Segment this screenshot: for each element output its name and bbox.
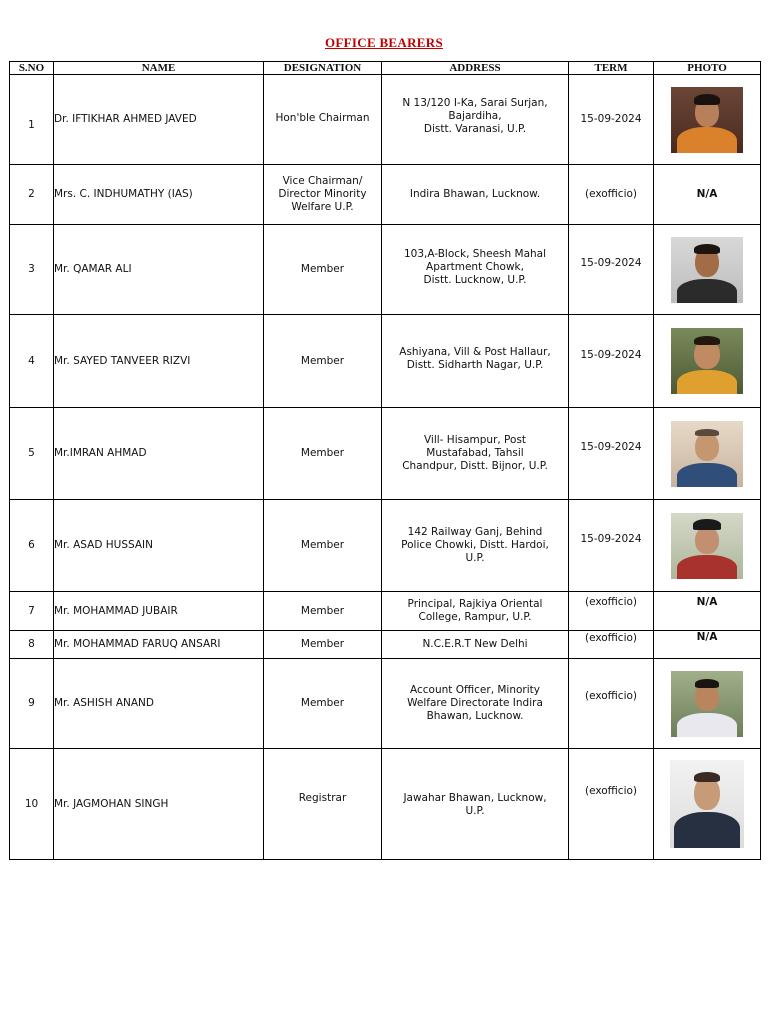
row-address	[382, 165, 569, 225]
header-photo: PHOTO	[654, 62, 761, 75]
table-header-row	[10, 62, 761, 75]
row-address	[382, 225, 569, 315]
designation-line: Welfare U.P.	[291, 201, 354, 213]
row-name: Mr. SAYED TANVEER RIZVI	[54, 315, 264, 408]
row-sno: 10	[10, 749, 54, 860]
header-name: NAME	[54, 62, 264, 75]
row-designation: Member	[264, 659, 382, 749]
row-sno: 4	[10, 315, 54, 408]
address-line: College, Rampur, U.P.	[418, 611, 532, 623]
row-term: 15-09-2024	[569, 408, 654, 500]
address-line: U.P.	[465, 552, 485, 564]
table-row	[10, 75, 761, 165]
table-row	[10, 500, 761, 592]
row-term: 15-09-2024	[569, 500, 654, 592]
table-row	[10, 631, 761, 659]
address-line: Vill- Hisampur, Post	[423, 434, 527, 446]
address-line: U.P.	[465, 805, 485, 817]
designation-line: Vice Chairman/	[282, 175, 363, 187]
row-term: 15-09-2024	[569, 75, 654, 165]
portrait-photo	[671, 237, 743, 303]
row-photo-na: N/A	[654, 592, 761, 631]
row-name: Dr. IFTIKHAR AHMED JAVED	[54, 75, 264, 165]
row-name: Mr. ASAD HUSSAIN	[54, 500, 264, 592]
address-line: Distt. Sidharth Nagar, U.P.	[406, 359, 544, 371]
row-sno: 3	[10, 225, 54, 315]
row-address	[382, 749, 569, 860]
address-line: Account Officer, Minority	[410, 684, 540, 696]
row-sno: 8	[10, 631, 54, 659]
row-sno: 2	[10, 165, 54, 225]
row-term: (exofficio)	[569, 659, 654, 749]
address-line: Ashiyana, Vill & Post Hallaur,	[399, 346, 551, 358]
row-photo	[654, 500, 761, 592]
row-name: Mr. MOHAMMAD JUBAIR	[54, 592, 264, 631]
row-designation: Member	[264, 631, 382, 659]
row-name: Mr. JAGMOHAN SINGH	[54, 749, 264, 860]
table-row	[10, 408, 761, 500]
address-line: Mustafabad, Tahsil	[426, 447, 524, 459]
header-sno: S.NO	[10, 62, 54, 75]
header-term: TERM	[569, 62, 654, 75]
address-line: Principal, Rajkiya Oriental	[407, 598, 543, 610]
table-row	[10, 225, 761, 315]
row-designation: Hon'ble Chairman	[264, 75, 382, 165]
office-bearers-table	[9, 61, 761, 860]
row-name: Mr. ASHISH ANAND	[54, 659, 264, 749]
address-line: Chandpur, Distt. Bijnor, U.P.	[402, 460, 548, 472]
row-name: Mrs. C. INDHUMATHY (IAS)	[54, 165, 264, 225]
row-photo-na: N/A	[654, 631, 761, 659]
address-line: Welfare Directorate Indira	[407, 697, 543, 709]
row-address	[382, 592, 569, 631]
row-photo	[654, 659, 761, 749]
row-sno: 7	[10, 592, 54, 631]
address-line: Distt. Varanasi, U.P.	[423, 123, 527, 135]
row-photo	[654, 225, 761, 315]
row-photo	[654, 75, 761, 165]
table-row	[10, 592, 761, 631]
row-name: Mr. QAMAR ALI	[54, 225, 264, 315]
row-photo	[654, 315, 761, 408]
row-sno: 5	[10, 408, 54, 500]
row-photo-na: N/A	[654, 165, 761, 225]
row-designation: Member	[264, 408, 382, 500]
row-designation: Registrar	[264, 749, 382, 860]
row-address	[382, 315, 569, 408]
row-name: Mr. MOHAMMAD FARUQ ANSARI	[54, 631, 264, 659]
row-photo	[654, 749, 761, 860]
address-line: 103,A-Block, Sheesh Mahal	[403, 248, 547, 260]
address-line: N.C.E.R.T New Delhi	[422, 638, 528, 650]
row-term: (exofficio)	[569, 165, 654, 225]
row-address	[382, 631, 569, 659]
portrait-photo	[671, 328, 743, 394]
table-row	[10, 749, 761, 860]
row-name: Mr.IMRAN AHMAD	[54, 408, 264, 500]
address-line: Jawahar Bhawan, Lucknow,	[403, 792, 547, 804]
row-address	[382, 408, 569, 500]
designation-line: Director Minority	[278, 188, 367, 200]
table-row	[10, 165, 761, 225]
row-designation	[264, 165, 382, 225]
row-designation: Member	[264, 225, 382, 315]
portrait-photo	[670, 760, 744, 848]
portrait-photo	[671, 513, 743, 579]
row-term: 15-09-2024	[569, 225, 654, 315]
row-term: 15-09-2024	[569, 315, 654, 408]
row-term: (exofficio)	[569, 749, 654, 860]
address-line: N 13/120 I-Ka, Sarai Surjan,	[402, 97, 548, 109]
row-address	[382, 500, 569, 592]
table-row	[10, 315, 761, 408]
address-line: Distt. Lucknow, U.P.	[423, 274, 527, 286]
row-sno: 6	[10, 500, 54, 592]
address-line: Bajardiha,	[448, 110, 502, 122]
row-sno: 1	[10, 75, 54, 165]
row-photo	[654, 408, 761, 500]
row-designation: Member	[264, 315, 382, 408]
header-address: ADDRESS	[382, 62, 569, 75]
row-term: (exofficio)	[569, 592, 654, 631]
address-line: Apartment Chowk,	[426, 261, 524, 273]
row-address	[382, 75, 569, 165]
row-designation: Member	[264, 592, 382, 631]
row-address	[382, 659, 569, 749]
page-title: OFFICE BEARERS	[325, 35, 443, 50]
address-line: 142 Railway Ganj, Behind	[407, 526, 543, 538]
row-designation: Member	[264, 500, 382, 592]
address-line: Police Chowki, Distt. Hardoi,	[401, 539, 549, 551]
header-designation: DESIGNATION	[264, 62, 382, 75]
address-line: Indira Bhawan, Lucknow.	[409, 188, 541, 200]
portrait-photo	[671, 421, 743, 487]
row-sno: 9	[10, 659, 54, 749]
address-line: Bhawan, Lucknow.	[426, 710, 524, 722]
portrait-photo	[671, 87, 743, 153]
row-term: (exofficio)	[569, 631, 654, 659]
portrait-photo	[671, 671, 743, 737]
table-row	[10, 659, 761, 749]
